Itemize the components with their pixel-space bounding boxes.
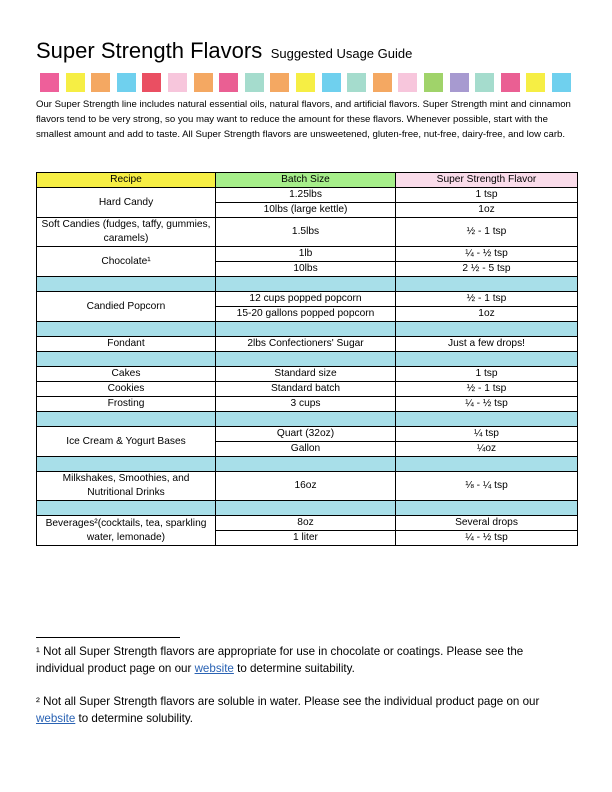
table-spacer-row [37, 352, 578, 367]
color-swatch [168, 73, 187, 92]
batch-size-cell: 10lbs [216, 262, 396, 277]
spacer-cell [37, 322, 216, 337]
batch-size-cell: 2lbs Confectioners' Sugar [216, 337, 396, 352]
spacer-cell [396, 457, 578, 472]
recipe-cell: Cookies [37, 382, 216, 397]
flavor-amount-cell: ¼ - ½ tsp [396, 531, 578, 546]
spacer-cell [216, 501, 396, 516]
batch-size-cell: Standard size [216, 367, 396, 382]
table-row [37, 188, 578, 203]
flavor-amount-cell: Several drops [396, 516, 578, 531]
table-spacer-row [37, 501, 578, 516]
spacer-cell [216, 277, 396, 292]
table-row [37, 382, 578, 397]
recipe-cell: Candied Popcorn [37, 292, 216, 322]
color-swatch [347, 73, 366, 92]
spacer-cell [216, 322, 396, 337]
spacer-cell [37, 457, 216, 472]
recipe-cell: Milkshakes, Smoothies, and Nutritional Drinks [37, 472, 216, 501]
table-spacer-row [37, 322, 578, 337]
intro-paragraph: Our Super Strength line includes natural essential oils, natural flavors, and artificial flavors. Super Strength mint and cinnamon flavors tend to be very strong, so you may want to reduce the amount for these flavors. Whenever possible, start with the smallest amount and add to taste. All Super Strength flavors are unsweetened, gluten-free, nut-free, dairy-free, and low carb. [36, 99, 571, 140]
flavor-amount-cell: 1 tsp [396, 188, 578, 203]
table-row [37, 218, 578, 247]
flavor-amount-cell: 1 tsp [396, 367, 578, 382]
color-swatch [296, 73, 315, 92]
batch-size-cell: 12 cups popped popcorn [216, 292, 396, 307]
flavor-amount-cell: ⅛ - ¼ tsp [396, 472, 578, 501]
batch-size-cell: 1.5lbs [216, 218, 396, 247]
recipe-cell: Soft Candies (fudges, taffy, gummies, caramels) [37, 218, 216, 247]
title-main: Super Strength Flavors [36, 38, 263, 63]
table-header-row [37, 173, 578, 188]
footnote-2 [36, 693, 566, 727]
footnote-text: to determine suitability. [233, 662, 355, 675]
batch-size-cell: 8oz [216, 516, 396, 531]
color-swatch [270, 73, 289, 92]
batch-size-cell: Gallon [216, 442, 396, 457]
color-swatch [398, 73, 417, 92]
flavor-amount-cell: 1oz [396, 203, 578, 218]
color-swatch [526, 73, 545, 92]
flavor-amount-cell: Just a few drops! [396, 337, 578, 352]
spacer-cell [396, 501, 578, 516]
batch-size-cell: 1.25lbs [216, 188, 396, 203]
flavor-amount-cell: 2 ½ - 5 tsp [396, 262, 578, 277]
flavor-amount-cell: ½ - 1 tsp [396, 218, 578, 247]
spacer-cell [396, 352, 578, 367]
footnote-text: Not all Super Strength flavors are soluble in water. Please see the individual product page on our [39, 695, 540, 708]
batch-size-cell: 1lb [216, 247, 396, 262]
batch-size-cell: Quart (32oz) [216, 427, 396, 442]
recipe-cell: Ice Cream & Yogurt Bases [37, 427, 216, 457]
usage-table [36, 172, 578, 546]
table-row [37, 472, 578, 501]
spacer-cell [37, 501, 216, 516]
color-swatch [40, 73, 59, 92]
recipe-cell: Chocolate¹ [37, 247, 216, 277]
color-swatch [552, 73, 571, 92]
header-recipe: Recipe [37, 173, 216, 188]
footnote-marker: ² [36, 695, 40, 708]
website-link[interactable]: website [194, 662, 234, 675]
color-swatch [219, 73, 238, 92]
flavor-amount-cell: ¼ - ½ tsp [396, 397, 578, 412]
header-batch-size: Batch Size [216, 173, 396, 188]
color-swatch [475, 73, 494, 92]
website-link[interactable]: website [36, 712, 76, 725]
batch-size-cell: 16oz [216, 472, 396, 501]
recipe-cell: Fondant [37, 337, 216, 352]
table-row [37, 367, 578, 382]
title-subtitle: Suggested Usage Guide [270, 46, 413, 61]
batch-size-cell: 3 cups [216, 397, 396, 412]
flavor-amount-cell: ¼ - ½ tsp [396, 247, 578, 262]
table-row [37, 247, 578, 262]
footnote-marker: ¹ [36, 645, 40, 658]
table-row [37, 397, 578, 412]
table-row [37, 337, 578, 352]
color-swatch [66, 73, 85, 92]
color-swatch [117, 73, 136, 92]
spacer-cell [216, 457, 396, 472]
spacer-cell [216, 412, 396, 427]
footnote-text: to determine solubility. [75, 712, 194, 725]
spacer-cell [37, 352, 216, 367]
table-row [37, 516, 578, 531]
recipe-cell: Frosting [37, 397, 216, 412]
flavor-amount-cell: ½ - 1 tsp [396, 292, 578, 307]
batch-size-cell: 1 liter [216, 531, 396, 546]
color-swatch [373, 73, 392, 92]
color-swatch [245, 73, 264, 92]
flavor-amount-cell: ½ - 1 tsp [396, 382, 578, 397]
flavor-amount-cell: ¼ tsp [396, 427, 578, 442]
batch-size-cell: 15-20 gallons popped popcorn [216, 307, 396, 322]
footnote-text: Not all Super Strength flavors are appropriate for use in chocolate or coatings. Please see the individual product page on our [36, 645, 524, 675]
recipe-cell: Cakes [37, 367, 216, 382]
spacer-cell [396, 322, 578, 337]
batch-size-cell: Standard batch [216, 382, 396, 397]
color-swatch [142, 73, 161, 92]
footnote-1 [36, 643, 566, 677]
color-swatch [91, 73, 110, 92]
table-spacer-row [37, 412, 578, 427]
table-spacer-row [37, 457, 578, 472]
table-row [37, 427, 578, 442]
color-swatch [322, 73, 341, 92]
color-swatch [450, 73, 469, 92]
flavor-amount-cell: ¼oz [396, 442, 578, 457]
recipe-cell: Hard Candy [37, 188, 216, 218]
spacer-cell [37, 412, 216, 427]
recipe-cell: Beverages²(cocktails, tea, sparkling water, lemonade) [37, 516, 216, 546]
color-swatch [194, 73, 213, 92]
footnote-divider [36, 637, 180, 638]
spacer-cell [396, 412, 578, 427]
table-row [37, 292, 578, 307]
header-flavor-amount: Super Strength Flavor [396, 173, 578, 188]
batch-size-cell: 10lbs (large kettle) [216, 203, 396, 218]
color-swatch [424, 73, 443, 92]
spacer-cell [396, 277, 578, 292]
page-title [36, 38, 412, 64]
spacer-cell [37, 277, 216, 292]
spacer-cell [216, 352, 396, 367]
table-spacer-row [37, 277, 578, 292]
color-swatch [501, 73, 520, 92]
flavor-amount-cell: 1oz [396, 307, 578, 322]
